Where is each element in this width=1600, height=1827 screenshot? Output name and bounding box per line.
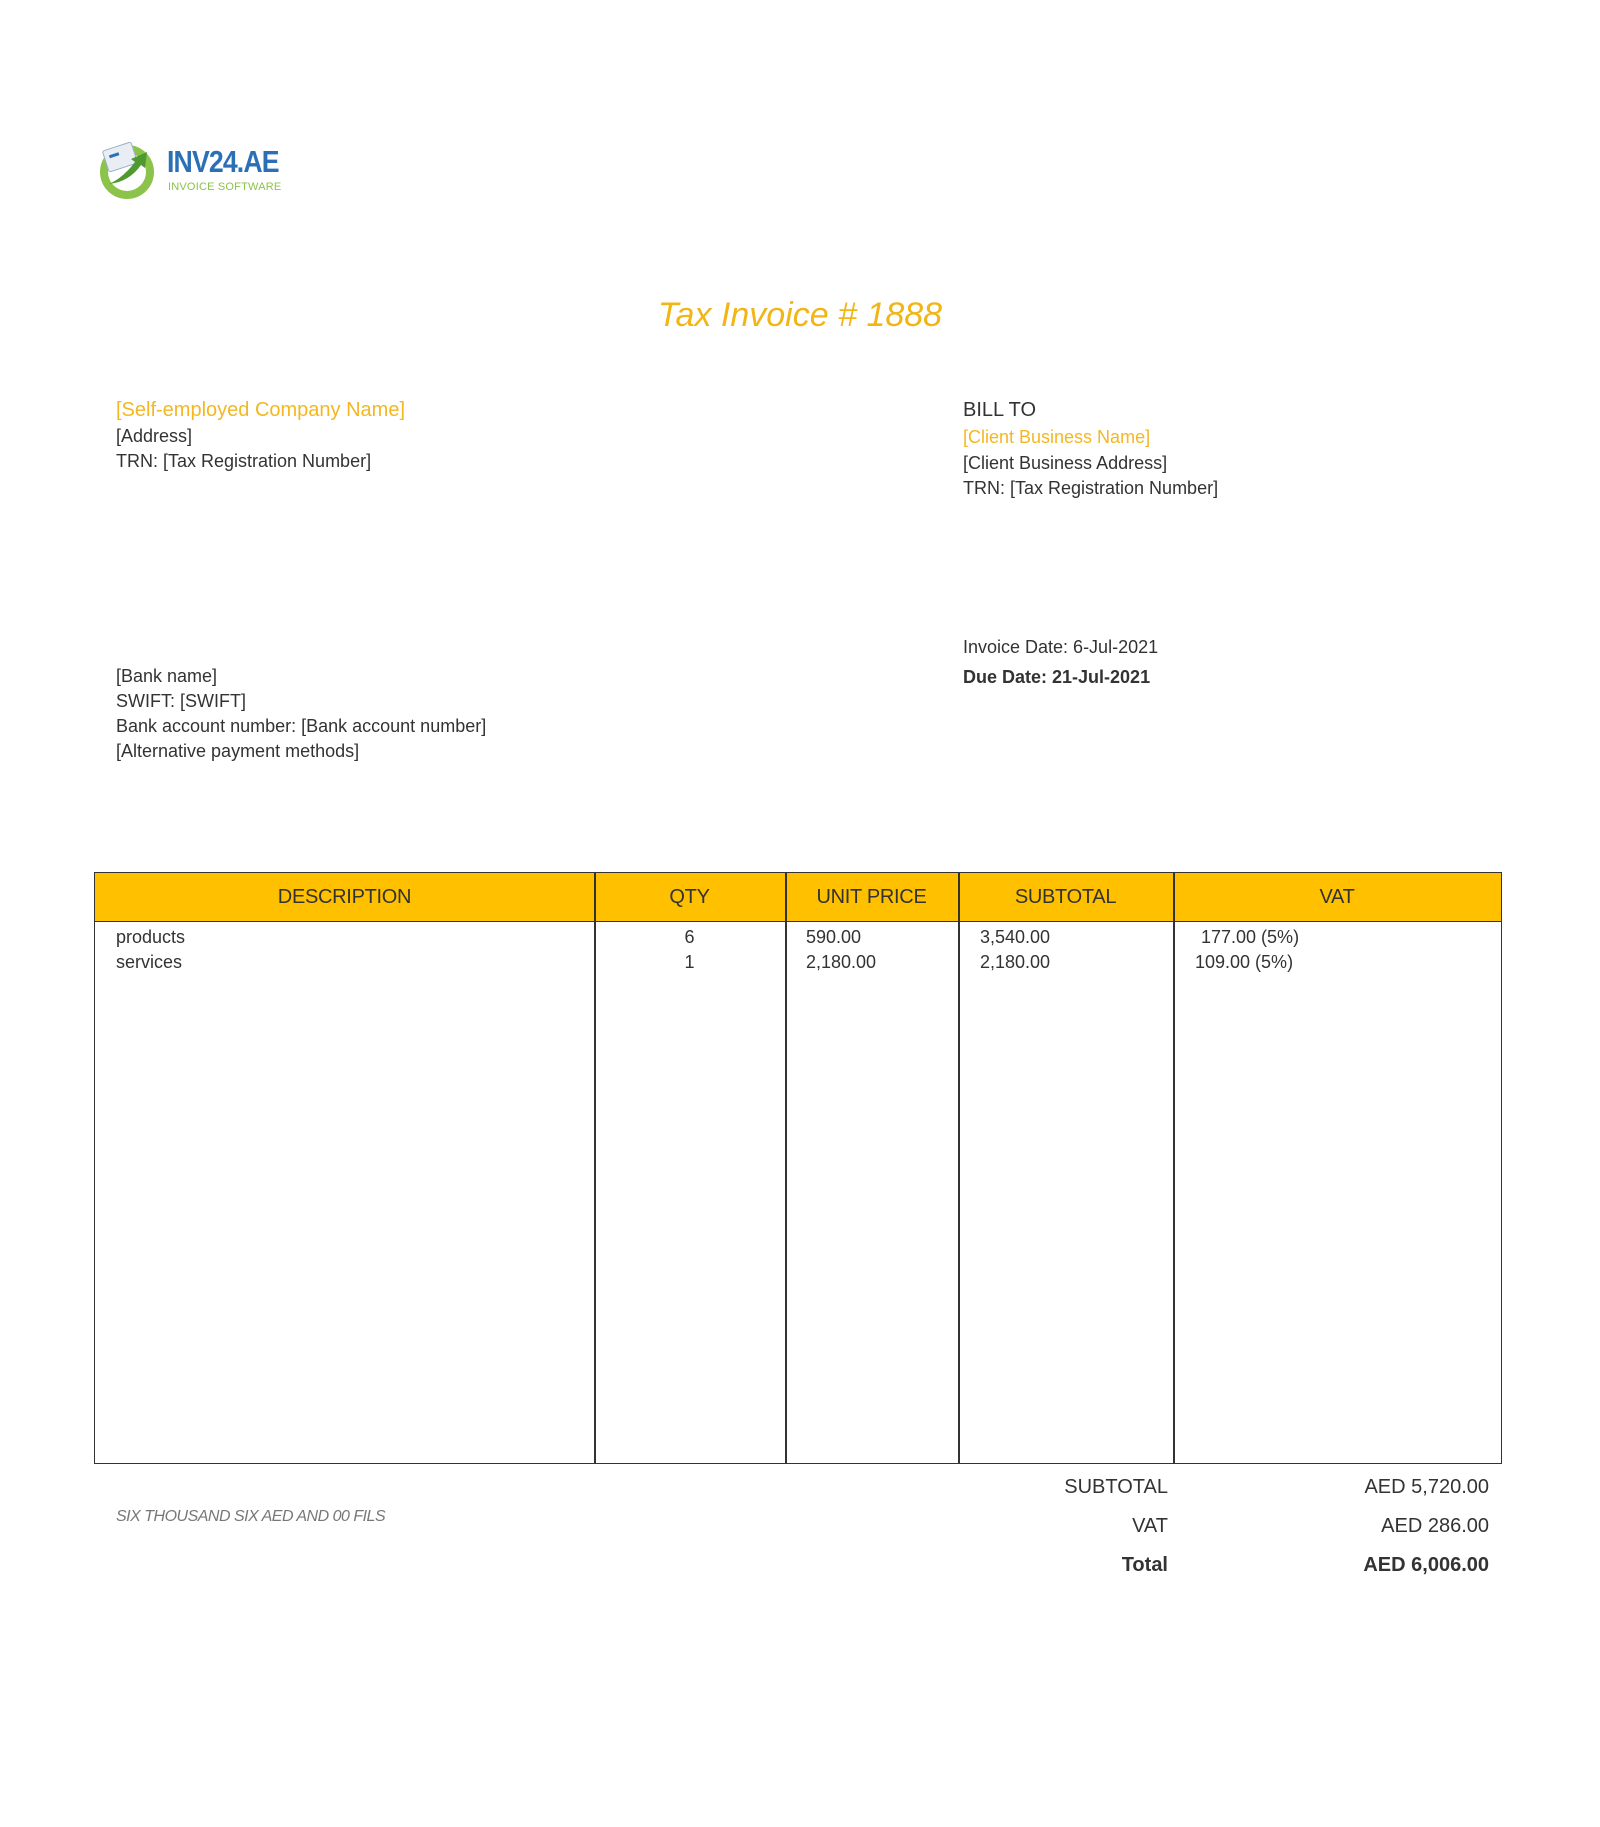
logo-subtitle: INVOICE SOFTWARE xyxy=(168,181,282,193)
header-vat: VAT xyxy=(1319,886,1355,908)
vat-value: AED 286.00 xyxy=(1381,1515,1489,1537)
dates-block xyxy=(963,632,1158,692)
cell-unit-price: 590.00 xyxy=(806,927,862,947)
client-trn: TRN: [Tax Registration Number] xyxy=(963,478,1219,498)
bank-details xyxy=(116,664,486,764)
bank-swift: SWIFT: [SWIFT] xyxy=(116,691,246,711)
subtotal-value: AED 5,720.00 xyxy=(1364,1476,1489,1498)
cell-qty: 6 xyxy=(684,927,695,947)
header-unit-price: UNIT PRICE xyxy=(816,886,927,908)
logo-title: INV24.AE xyxy=(167,144,279,179)
total-label: Total xyxy=(1121,1554,1168,1576)
client-address: [Client Business Address] xyxy=(963,453,1168,473)
vat-label: VAT xyxy=(1132,1515,1168,1537)
total-value: AED 6,006.00 xyxy=(1363,1554,1489,1576)
cell-vat: 177.00 (5%) xyxy=(1201,927,1300,947)
bill-to-block xyxy=(963,396,1218,501)
invoice-title: Tax Invoice # 1888 xyxy=(657,296,943,334)
logo-arrow-icon xyxy=(95,138,163,200)
client-name: [Client Business Name] xyxy=(963,427,1151,447)
bank-account: Bank account number: [Bank account number] xyxy=(116,716,487,736)
column-divider xyxy=(785,873,787,1463)
company-logo xyxy=(95,138,295,200)
cell-description: products xyxy=(116,927,186,947)
bill-to-heading: BILL TO xyxy=(963,399,1037,421)
items-table xyxy=(94,872,1502,1464)
cell-vat: 109.00 (5%) xyxy=(1195,952,1294,972)
cell-description: services xyxy=(116,952,183,972)
seller-name: [Self-employed Company Name] xyxy=(116,399,406,421)
seller-block xyxy=(116,396,405,474)
cell-subtotal: 2,180.00 xyxy=(980,952,1051,972)
column-divider xyxy=(1173,873,1175,1463)
alternative-payment: [Alternative payment methods] xyxy=(116,741,360,761)
invoice-date: Invoice Date: 6-Jul-2021 xyxy=(963,637,1159,657)
subtotal-label: SUBTOTAL xyxy=(1064,1476,1168,1498)
seller-trn: TRN: [Tax Registration Number] xyxy=(116,451,372,471)
due-date: Due Date: 21-Jul-2021 xyxy=(963,667,1151,687)
header-subtotal: SUBTOTAL xyxy=(1014,886,1117,908)
bank-name: [Bank name] xyxy=(116,666,218,686)
seller-address: [Address] xyxy=(116,426,193,446)
cell-subtotal: 3,540.00 xyxy=(980,927,1051,947)
header-description: DESCRIPTION xyxy=(277,886,412,908)
cell-unit-price: 2,180.00 xyxy=(806,952,877,972)
column-divider xyxy=(958,873,960,1463)
amount-in-words: SIX THOUSAND SIX AED AND 00 FILS xyxy=(116,1508,386,1525)
header-qty: QTY xyxy=(669,886,710,908)
cell-qty: 1 xyxy=(684,952,695,972)
